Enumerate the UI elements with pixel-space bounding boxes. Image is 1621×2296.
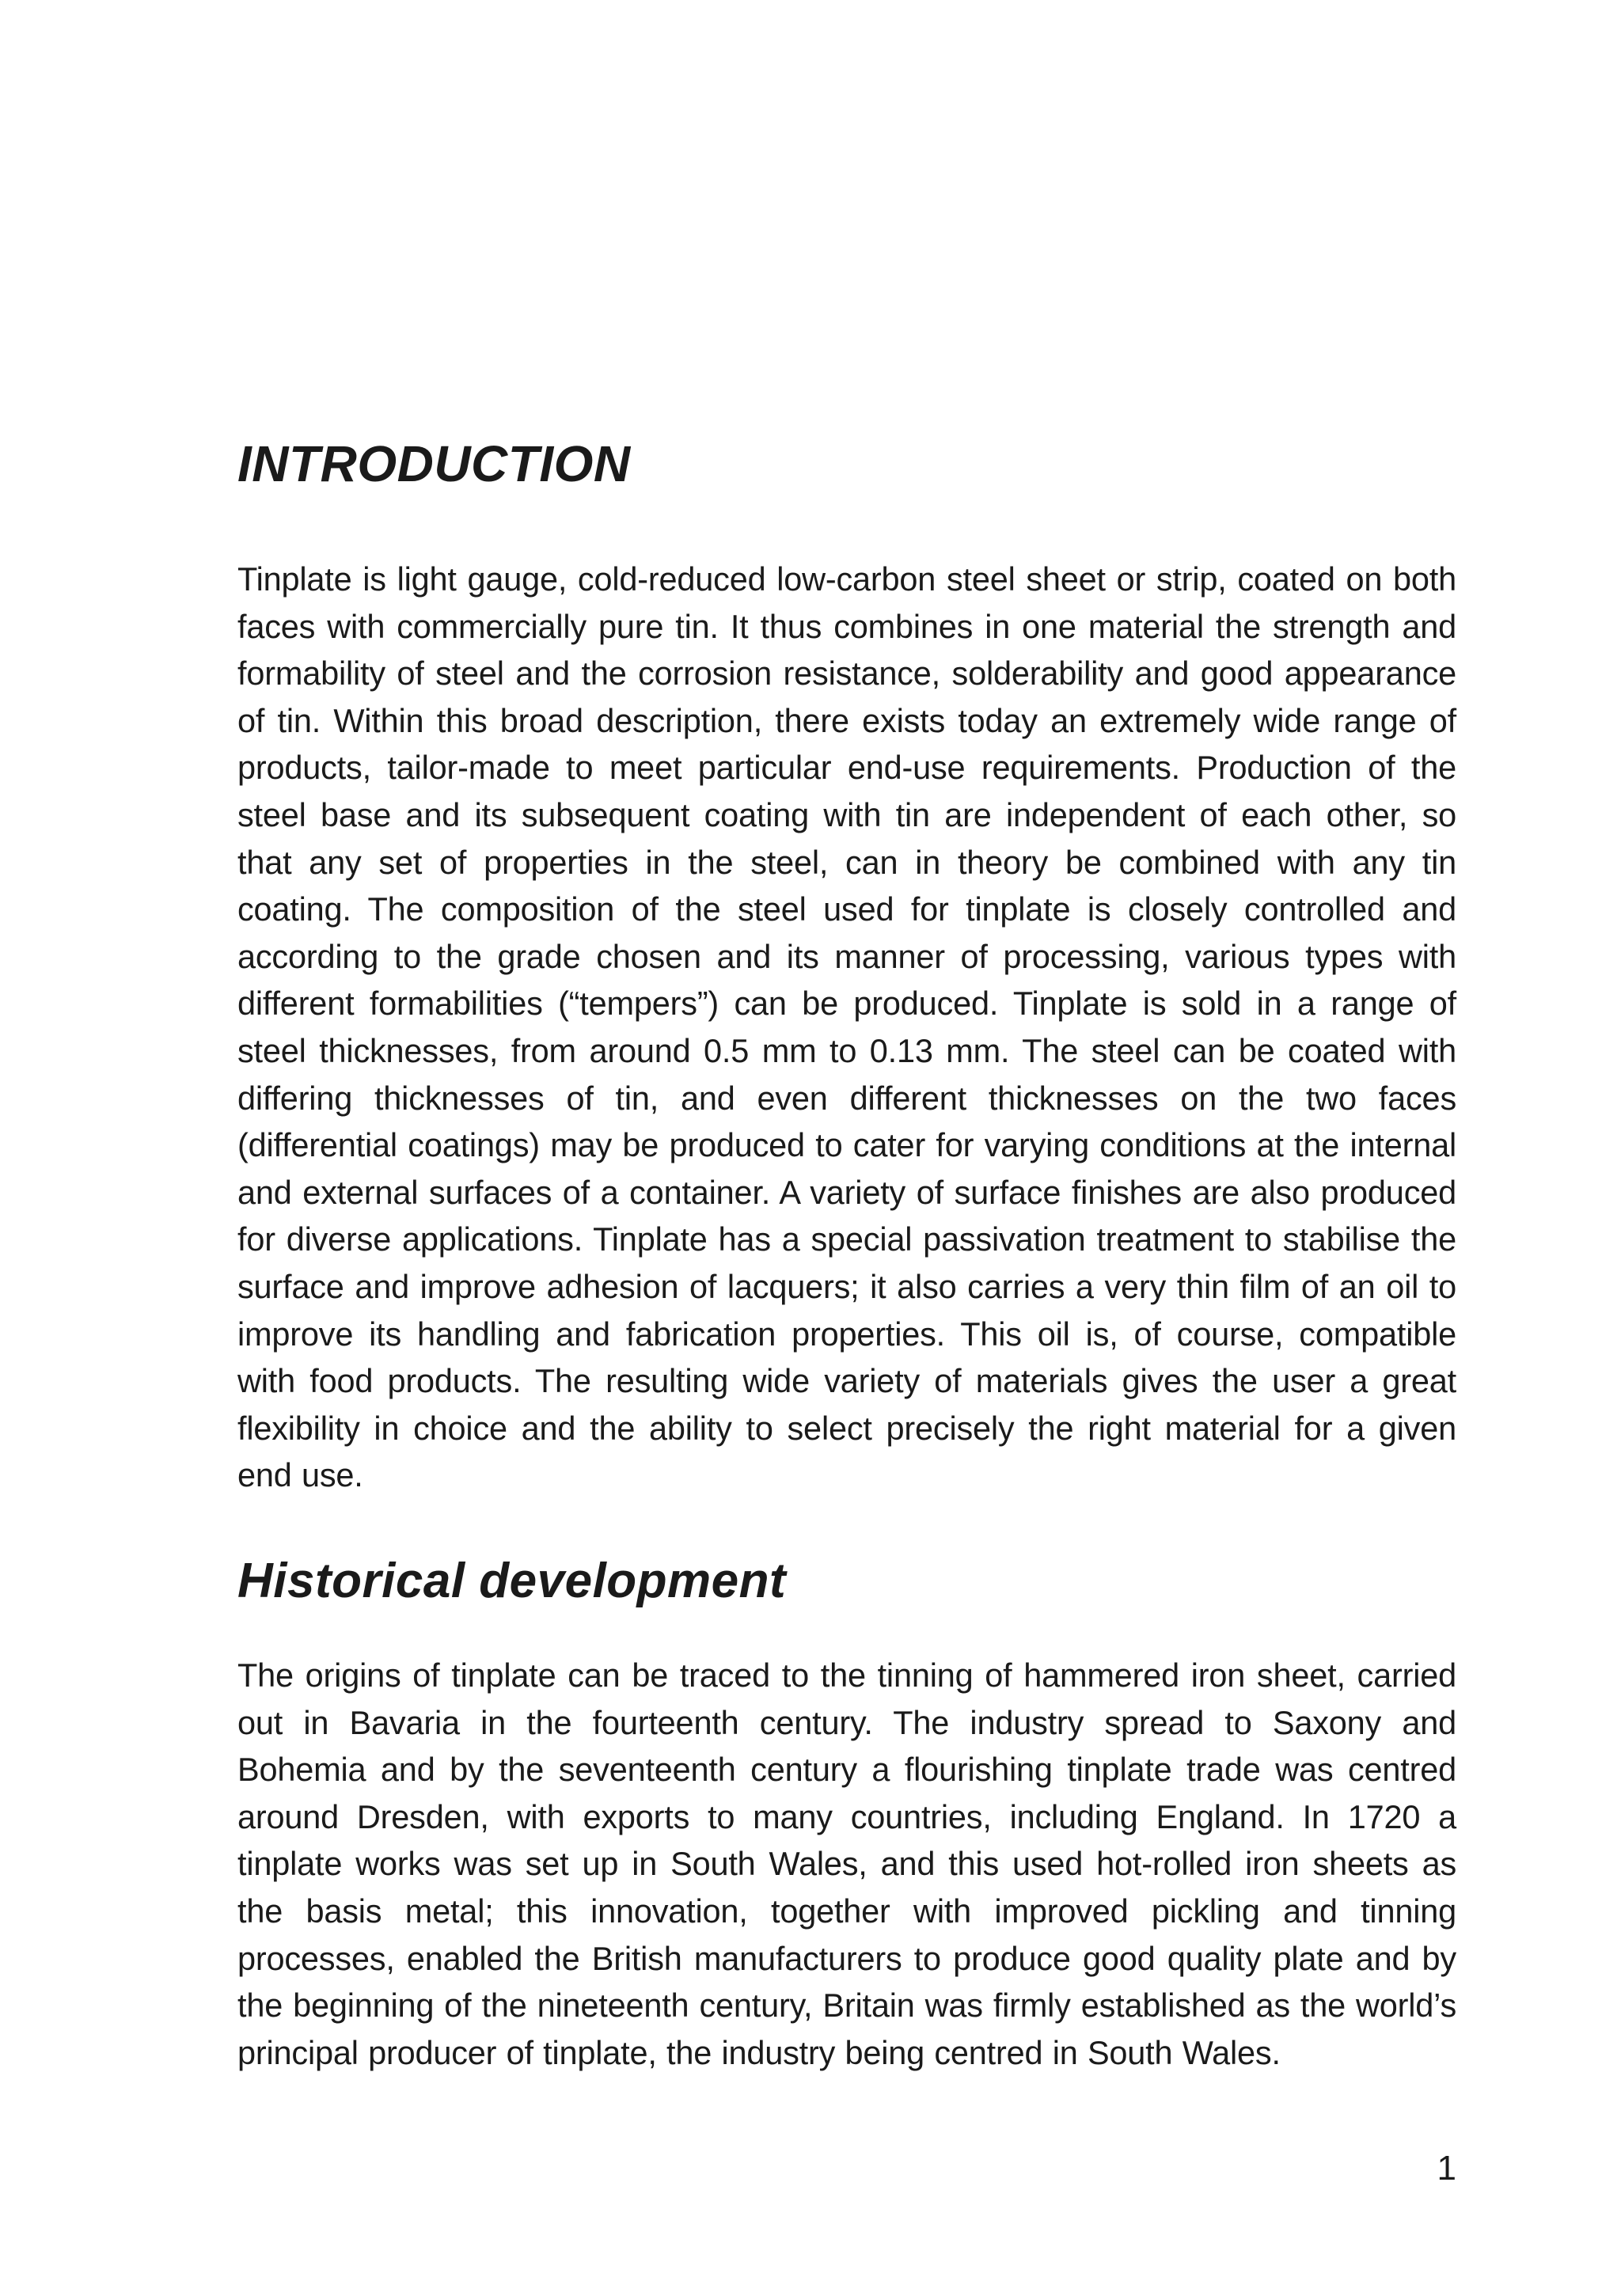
section-paragraph-introduction: Tinplate is light gauge, cold-reduced low-carbon steel sheet or strip, coated on both faces with commercially pure tin. It thus combines in one material the strength and formability of steel and the corrosion resistance, solderability and good appearance of tin. Within this broad description, there exists today an extremely wide range of products, tailor-made to meet particular end-use requirements. Production of the steel base and its subsequent coating with tin are independent of each other, so that any set of properties in the steel, can in theory be combined with any tin coating. The composition of the steel used for tinplate is closely controlled and according to the grade chosen and its manner of processing, various types with different formabilities (“tempers”) can be produced. Tinplate is sold in a range of steel thicknesses, from around 0.5 mm to 0.13 mm. The steel can be coated with differing thicknesses of tin, and even different thicknesses on the two faces (differential coatings) may be produced to cater for varying conditions at the internal and external surfaces of a container. A variety of surface finishes are also produced for diverse applications. Tinplate has a special passivation treatment to stabilise the surface and improve adhesion of lacquers; it also carries a very thin film of an oil to improve its handling and fabrication properties. This oil is, of course, compatible with food products. The resulting wide variety of materials gives the user a great flexibility in choice and the ability to select precisely the right material for a given end use. bbox=[237, 560, 1456, 1494]
page-number: 1 bbox=[1437, 2149, 1456, 2188]
section-heading-introduction: INTRODUCTION bbox=[237, 435, 631, 492]
section-paragraph-historical-development: The origins of tinplate can be traced to the tinning of hammered iron sheet, carried out in Bavaria in the fourteenth century. The industry spread to Saxony and Bohemia and by the seventeenth century a flourishing tinplate trade was centred around Dresden, with exports to many countries, including England. In 1720 a tinplate works was set up in South Wales, and this used hot-rolled iron sheets as the basis metal; this innovation, together with improved pickling and tinning processes, enabled the British manufacturers to produce good quality plate and by the beginning of the nineteenth century, Britain was firmly established as the world’s principal producer of tinplate, the industry being centred in South Wales. bbox=[237, 1657, 1456, 2071]
section-heading-historical-development: Historical development bbox=[237, 1554, 787, 1608]
